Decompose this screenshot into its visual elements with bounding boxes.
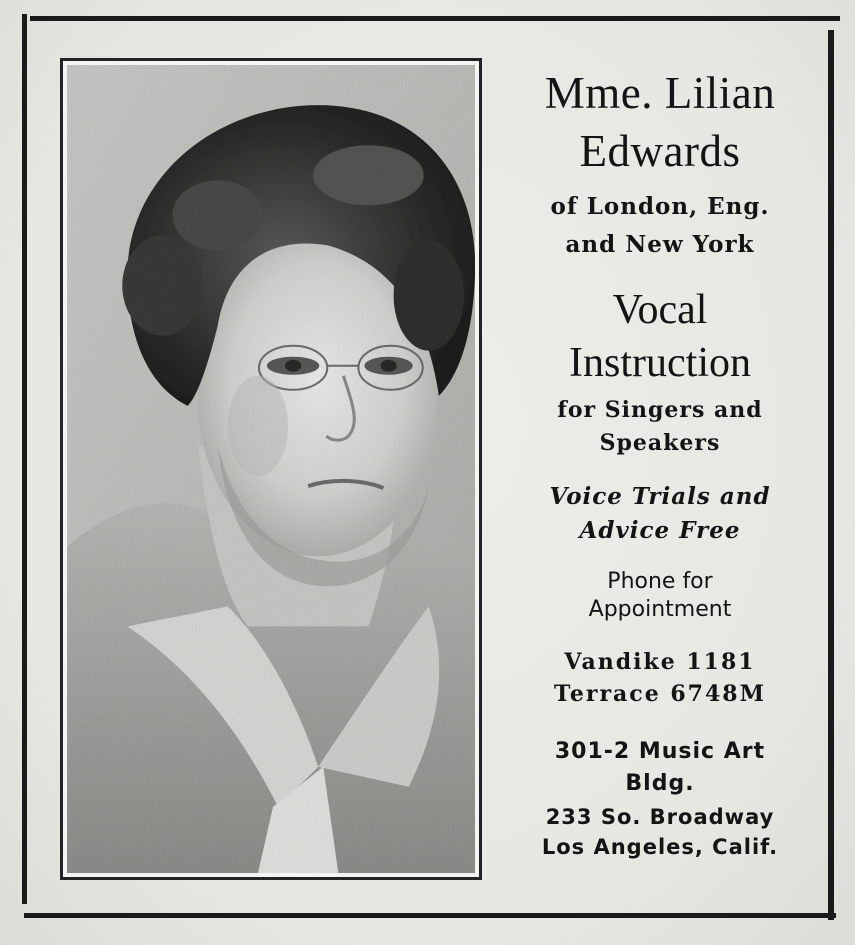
border-bottom-rule [24, 913, 836, 918]
advertiser-name-line-1: Mme. Lilian [544, 68, 776, 118]
phone-number-vandike: Vandike 1181 [564, 649, 756, 675]
trials-line-2: Advice Free [579, 517, 741, 544]
service-heading-line-1: Vocal [612, 287, 708, 333]
building-line-1: 301-2 Music Art [554, 739, 766, 764]
advertisement-copy [495, 60, 825, 862]
border-top-rule [30, 16, 840, 21]
origin-line-2: and New York [565, 231, 755, 258]
street-address-line: 233 So. Broadway [545, 805, 775, 829]
origin-line-1: of London, Eng. [550, 193, 770, 220]
city-line: Los Angeles, Calif. [541, 835, 779, 859]
advertiser-name-line-2: Edwards [579, 126, 741, 176]
audience-line-2: Speakers [599, 430, 721, 456]
trials-line-1: Voice Trials and [549, 483, 771, 510]
portrait-photo [67, 65, 475, 873]
phone-note-line-2: Appointment [588, 597, 732, 622]
audience-line-1: for Singers and [557, 397, 763, 423]
phone-number-terrace: Terrace 6748M [554, 681, 766, 707]
border-left-rule [22, 14, 27, 904]
portrait-frame [60, 58, 482, 880]
phone-note-line-1: Phone for [607, 569, 713, 594]
border-right-rule [828, 30, 834, 920]
service-heading-line-2: Instruction [569, 340, 751, 386]
building-line-2: Bldg. [625, 771, 695, 796]
